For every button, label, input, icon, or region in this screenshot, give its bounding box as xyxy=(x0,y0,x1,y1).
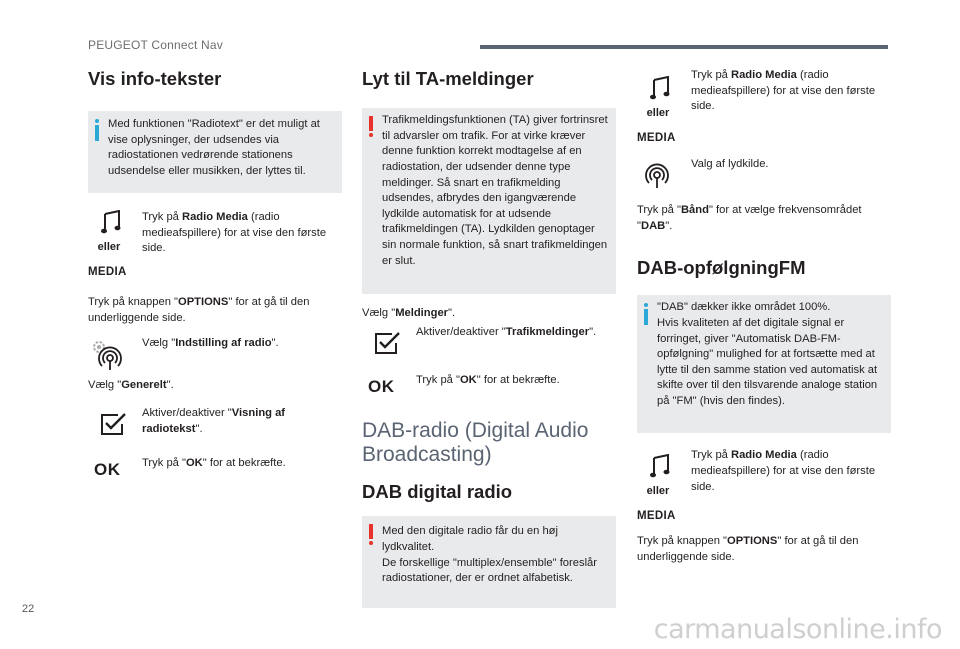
step-radio-media-fm: eller MEDIA Tryk på Radio Media (radio medieafspillere) for at vise den første side. xyxy=(637,448,891,528)
step-ok-confirm: OK Tryk på "OK" for at bekræfte. xyxy=(94,457,286,480)
section-heading-info-tekster: Vis info-tekster xyxy=(88,68,222,89)
info-icon xyxy=(95,119,99,141)
eller-label: eller xyxy=(646,107,670,119)
info-note-dab-fm: "DAB" dækker ikke området 100%. Hvis kvaliteten af det digitale signal er forringet, giver "Automatisk DAB-FM-opfølgning" mulighed for at fortsætte med at lytte til den samme station ved automatisk at skifte over til den tilsvarende analoge station på "FM" (hvis den findes). xyxy=(637,295,891,433)
step-trafikmeldinger: Aktiver/deaktiver "Trafikmeldinger". xyxy=(362,325,616,367)
section-heading-dab-fm: DAB-opfølgningFM xyxy=(637,257,806,279)
paragraph-meldinger: Vælg "Meldinger". xyxy=(362,307,456,320)
section-heading-dab-digital: DAB digital radio xyxy=(362,481,513,503)
radio-source-icon xyxy=(641,161,673,195)
media-label: MEDIA xyxy=(637,131,676,144)
media-button-icon xyxy=(88,210,138,280)
radio-settings-icon xyxy=(90,338,124,372)
header-bar xyxy=(480,45,888,49)
page-number: 22 xyxy=(22,603,35,615)
step-lydkilde: Valg af lydkilde. xyxy=(637,157,891,199)
eller-label: eller xyxy=(97,241,121,254)
checkbox-icon xyxy=(374,331,402,357)
paragraph-options: Tryk på knappen "OPTIONS" for at gå til den underliggende side. xyxy=(88,296,310,324)
media-label: MEDIA xyxy=(88,265,127,278)
music-note-icon xyxy=(650,454,672,480)
warning-icon xyxy=(369,524,373,546)
step-radio-media: eller MEDIA Tryk på Radio Media (radio medieafspillere) for at vise den første side. xyxy=(88,210,342,280)
media-button-icon xyxy=(637,76,687,146)
info-note-radiotext: Med funktionen "Radiotext" er det muligt at vise oplysninger, der udsendes via radiostationen vedrørende stationens udsendelse eller musikken, der lyttes til. xyxy=(88,111,342,193)
music-note-icon xyxy=(650,76,672,102)
music-note-icon xyxy=(101,210,123,236)
paragraph-options-fm: Tryk på knappen "OPTIONS" for at gå til den underliggende side. xyxy=(637,535,859,564)
media-label: MEDIA xyxy=(637,510,676,523)
warning-icon xyxy=(369,116,373,138)
header-title: PEUGEOT Connect Nav xyxy=(88,38,223,52)
ok-button-icon: OK xyxy=(368,376,395,396)
watermark: carmanualsonline.info xyxy=(653,614,942,645)
step-radio-media-dab: eller MEDIA Tryk på Radio Media (radio medieafspillere) for at vise den første side. xyxy=(637,68,891,144)
checkbox-icon xyxy=(100,412,128,438)
paragraph-generelt: Vælg "Generelt". xyxy=(88,379,174,392)
warning-note-ta: Trafikmeldingsfunktionen (TA) giver fortrinsret til advarsler om trafik. For at virke kræver denne funktion korrekt modtagelse af en radiostation, der udsender denne type meldinger. Så snart en trafikmelding udsendes, afbrydes den igangværende lydkilde automatisk for at udsende trafikmeldingen (TA). Lydkilden genoptager sin normale funktion, så snart trafikmeldingen er slut. xyxy=(362,108,616,294)
column-2 xyxy=(362,62,616,608)
section-heading-ta-meldinger: Lyt til TA-meldinger xyxy=(362,68,534,89)
warning-note-dab: Med den digitale radio får du en høj lydkvalitet. De forskellige "multiplex/ensemble" foreslår radiostationer, der er ordnet alfabetisk. xyxy=(362,516,616,608)
section-heading-dab-radio: DAB-radio (Digital Audio Broadcasting) xyxy=(362,418,589,466)
eller-label: eller xyxy=(646,485,670,498)
paragraph-band: Tryk på "Bånd" for at vælge frekvensområdet "DAB". xyxy=(637,204,862,232)
step-visning-radiotekst: Aktiver/deaktiver "Visning af radiotekst". xyxy=(88,406,342,448)
media-button-icon xyxy=(637,454,687,524)
info-icon xyxy=(644,303,648,325)
step-indstilling-radio: Vælg "Indstilling af radio". xyxy=(88,336,342,374)
ok-button-icon: OK xyxy=(94,460,121,480)
column-1 xyxy=(88,62,342,484)
column-3 xyxy=(637,62,891,566)
step-ok-confirm-ta: OK Tryk på "OK" for at bekræfte. xyxy=(368,373,560,396)
